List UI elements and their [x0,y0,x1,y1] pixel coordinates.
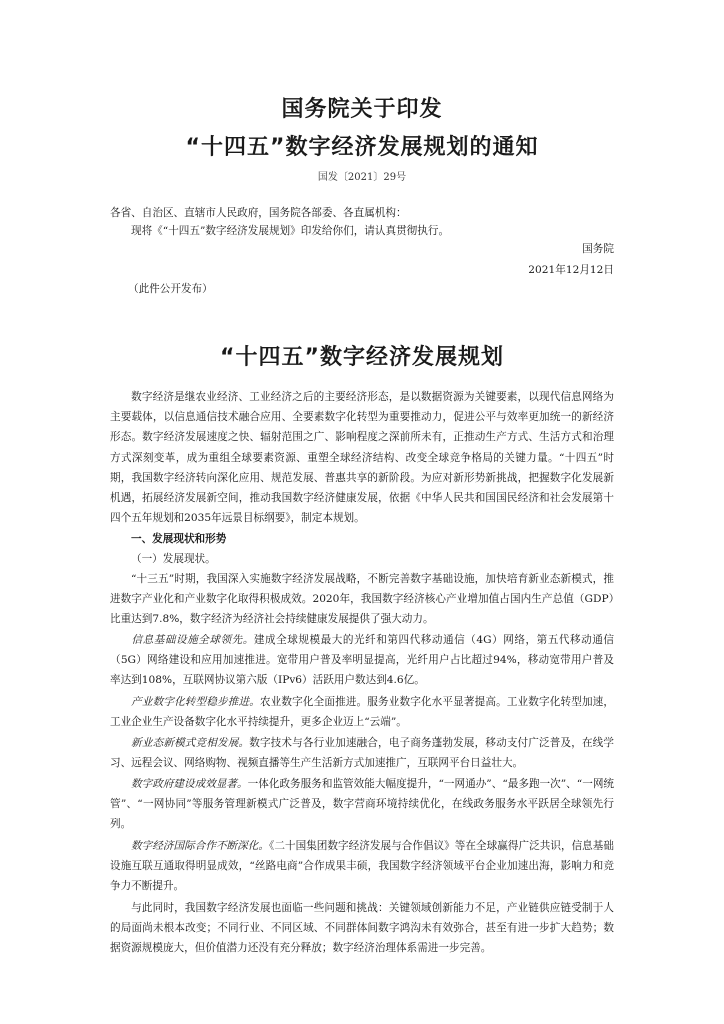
plan-intro-paragraph [110,387,614,528]
p3-lead: 产业数字化转型稳步推进。 [131,696,260,708]
p4-text: 数字技术与各行业加速融合，电子商务蓬勃发展，移动支付广泛普及，在线学习、远程会议、网络购物、视频直播等生产生活新方式加速推广，互联网平台日益壮大。 [110,737,615,770]
p2-text: 建成全球规模最大的光纤和第四代移动通信（4G）网络，第五代移动通信（5G）网络建设和应用加速推进。宽带用户普及率明显提高，光纤用户占比超过94%，移动宽带用户普及率达到108%，互联网协议第六版（IPv6）活跃用户数达到4.6亿。 [110,634,615,687]
p6-lead: 数字经济国际合作不断深化。 [131,840,270,852]
publish-note: （此件公开发布） [128,283,213,295]
paragraph-industry-digitalization [110,692,614,732]
p7-text: 与此同时，我国数字经济发展也面临一些问题和挑战：关键领域创新能力不足，产业链供应链受制于人的局面尚未根本改变；不同行业、不同区域、不同群体间数字鸿沟未有效弥合，甚至有进一步扩大趋势；数据资源规模庞大，但价值潜力还没有充分释放；数字经济治理体系需进一步完善。 [110,902,614,955]
issuer: 国务院 [582,243,614,255]
paragraph-international-cooperation [110,836,614,897]
addressee: 各省、自治区、直辖市人民政府，国务院各部委、各直属机构： [110,207,407,219]
issue-date: 2021年12月12日 [528,264,614,276]
p5-text: 一体化政务服务和监管效能大幅度提升，“一网通办”、“最多跑一次”、“一网统管”、“一网协同”等服务管理新模式广泛普及，数字营商环境持续优化，在线政务服务水平跃居全球领先行列。 [110,778,615,831]
paragraph-new-business-models [110,733,614,773]
paragraph-digital-government [110,774,614,835]
p4-lead: 新业态新模式竞相发展。 [131,737,250,749]
subsection-heading: （一）发展现状。 [131,553,216,565]
p5-lead: 数字政府建设成效显著。 [131,778,248,790]
paragraph-challenges [110,898,614,959]
paragraph-development-status [110,569,614,630]
p3-text: 农业数字化全面推进。服务业数字化水平显著提高。工业数字化转型加速，工业企业生产设备数字化水平持续提升，更多企业迈上“云端”。 [110,696,615,729]
p1-text: “十三五”时期，我国深入实施数字经济发展战略，不断完善数字基础设施，加快培育新业态新模式，推进数字产业化和产业数字化取得积极成效。2020年，我国数字经济核心产业增加值占国内生产总值（GDP）比重达到7.8%，数字经济为经济社会持续健康发展提供了强大动力。 [110,573,614,626]
notice-title-line2: “十四五”数字经济发展规划的通知 [185,135,539,160]
document-number: 国发〔2021〕29号 [317,172,407,183]
plan-title: “十四五”数字经济发展规划 [220,345,504,370]
notice-body: 现将《“十四五”数字经济发展规划》印发给你们，请认真贯彻执行。 [131,225,450,237]
p2-lead: 信息基础设施全球领先。 [131,634,254,646]
notice-title-line1: 国务院关于印发 [281,97,443,122]
section-heading: 一、发展现状和形势 [131,533,227,545]
paragraph-infrastructure [110,630,614,691]
p6-text: 《二十国集团数字经济发展与合作倡议》等在全球赢得广泛共识，信息基础设施互联互通取得明显成效，“丝路电商”合作成果丰硕，我国数字经济领域平台企业加速出海，影响力和竞争力不断提升。 [110,840,615,893]
intro-text: 数字经济是继农业经济、工业经济之后的主要经济形态，是以数据资源为关键要素，以现代信息网络为主要载体，以信息通信技术融合应用、全要素数字化转型为重要推动力，促进公平与效率更加统一的新经济形态。数字经济发展速度之快、辐射范围之广、影响程度之深前所未有，正推动生产方式、生活方式和治理方式深刻变革，成为重组全球要素资源、重塑全球经济结构、改变全球竞争格局的关键力量。“十四五”时期，我国数字经济转向深化应用、规范发展、普惠共享的新阶段。为应对新形势新挑战，把握数字化发展新机遇，拓展经济发展新空间，推动我国数字经济健康发展，依据《中华人民共和国国民经济和社会发展第十四个五年规划和2035年远景目标纲要》，制定本规划。 [110,391,614,525]
